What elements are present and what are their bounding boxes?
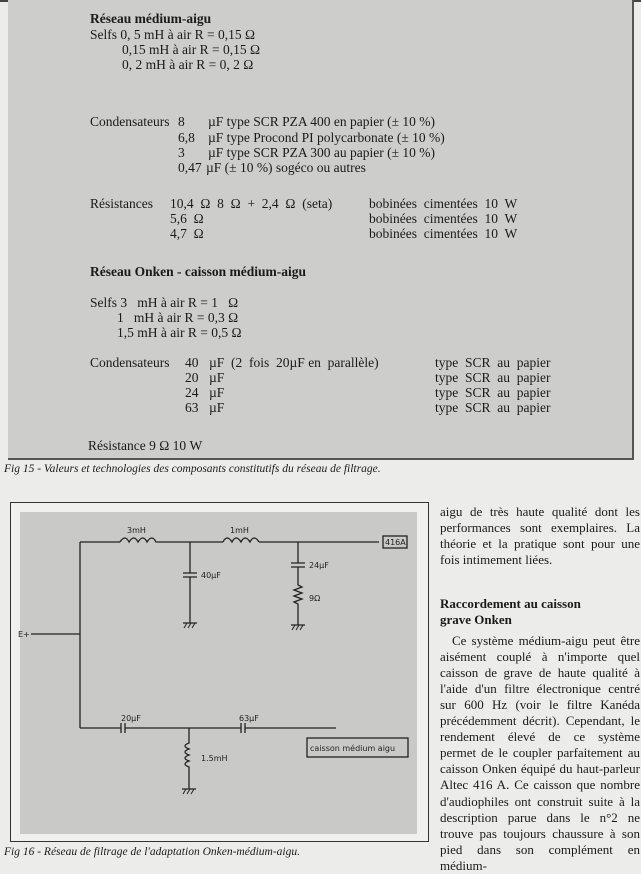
cap-type: type SCR au papier — [435, 385, 551, 400]
capacitors-label: Condensateurs — [90, 355, 170, 370]
cap-value: 0,47 — [178, 160, 202, 175]
self-row: 0, 2 mH à air R = 0, 2 Ω — [122, 57, 254, 72]
label-24uf: 24µF — [309, 561, 329, 570]
resistors-label: Résistances — [90, 196, 153, 211]
cap-desc: µF type SCR PZA 400 en papier (± 10 %) — [208, 114, 436, 129]
section-title: Réseau médium-aigu — [90, 11, 212, 26]
circuit-diagram — [11, 503, 428, 841]
self-row: 1,5 mH à air R = 0,5 Ω — [117, 325, 242, 340]
label-input: E+ — [18, 630, 30, 639]
capacitor-resistor-branch — [291, 542, 305, 625]
res-desc: bobinées cimentées 10 W — [369, 226, 518, 241]
res-value: 5,6 Ω — [170, 211, 204, 226]
label-3mh: 3mH — [127, 526, 146, 535]
inductor-1mh — [223, 538, 259, 542]
section-title: Réseau Onken - caisson médium-aigu — [90, 264, 307, 279]
self-row: 0,15 mH à air R = 0,15 Ω — [122, 42, 261, 57]
cap-type: type SCR au papier — [435, 355, 551, 370]
cap-value: 40 — [185, 355, 199, 370]
inductor-3mh — [120, 538, 158, 542]
ground-icon — [183, 623, 303, 794]
resistance-row: Résistance 9 Ω 10 W — [88, 438, 203, 453]
cap-type: type SCR au papier — [435, 370, 551, 385]
label-1mh: 1mH — [230, 526, 249, 535]
capacitor-40uf — [183, 542, 197, 623]
cap-value: 63 — [185, 400, 199, 415]
res-desc: bobinées cimentées 10 W — [369, 196, 518, 211]
self-row: 1 mH à air R = 0,3 Ω — [117, 310, 239, 325]
figure-15-caption: Fig 15 - Valeurs et technologies des composants constitutifs du réseau de filtrage. — [4, 463, 381, 475]
cap-value: 8 — [178, 114, 185, 129]
article-column — [440, 504, 640, 874]
label-63uf: 63µF — [239, 714, 259, 723]
components-table-panel — [8, 0, 634, 460]
cap-value: 6,8 — [178, 130, 195, 145]
cap-desc: µF type Procond PI polycarbonate (± 10 %) — [208, 130, 445, 145]
res-value: 10,4 Ω 8 Ω + 2,4 Ω (seta) — [170, 196, 333, 211]
cap-value: 24 — [185, 385, 199, 400]
label-1-5mh: 1.5mH — [201, 754, 228, 763]
capacitors-label: Condensateurs — [90, 114, 170, 129]
paragraph: aigu de très haute qualité dont les performances sont exemplaires. La théorie et la pratique sont pour une fois intimement liées. — [440, 504, 640, 568]
cap-desc: µF — [209, 370, 225, 385]
label-20uf: 20µF — [121, 714, 141, 723]
cap-desc: µF — [209, 385, 225, 400]
self-row: Selfs 0, 5 mH à air R = 0,15 Ω — [90, 27, 256, 42]
cap-value: 3 — [178, 145, 185, 160]
cap-value: 20 — [185, 370, 199, 385]
res-desc: bobinées cimentées 10 W — [369, 211, 518, 226]
label-416a: 416A — [385, 538, 406, 547]
cap-desc: µF type SCR PZA 300 au papier (± 10 %) — [208, 145, 436, 160]
res-value: 4,7 Ω — [170, 226, 204, 241]
cap-type: type SCR au papier — [435, 400, 551, 415]
inductor-1-5mh — [182, 728, 196, 789]
figure-16-caption: Fig 16 - Réseau de filtrage de l'adaptation Onken-médium-aigu. — [4, 846, 300, 858]
cap-desc: µF (± 10 %) sogéco ou autres — [206, 160, 366, 175]
figure-16-schematic — [10, 502, 429, 842]
cap-desc: µF — [209, 400, 225, 415]
label-caisson: caisson médium aigu — [310, 744, 396, 753]
bottom-wires — [80, 723, 336, 733]
label-9ohm: 9Ω — [309, 594, 321, 603]
paragraph: Ce système médium-aigu peut être aisément couplé à n'importe quel caisson de grave de haute qualité à l'aide d'un filtre électronique centré sur 600 Hz (voir le filtre Kanéda précédemment décrit). Cependant, le rendement élevé de ce système permet de le coupler parfaitement au caisson Onken équipé du haut-parleur Altec 416 A. Ce caisson que nombre d'audiophiles ont construit suite à la description parue dans le n°2 ne trouve pas toujours chaussure à son pied dans son complément en médium- — [440, 632, 640, 873]
label-40uf: 40µF — [201, 571, 221, 580]
self-row: Selfs 3 mH à air R = 1 Ω — [90, 295, 239, 310]
cap-desc: µF (2 fois 20µF en parallèle) — [209, 355, 379, 370]
section-heading: Raccordement au caisson grave Onken — [440, 596, 581, 628]
